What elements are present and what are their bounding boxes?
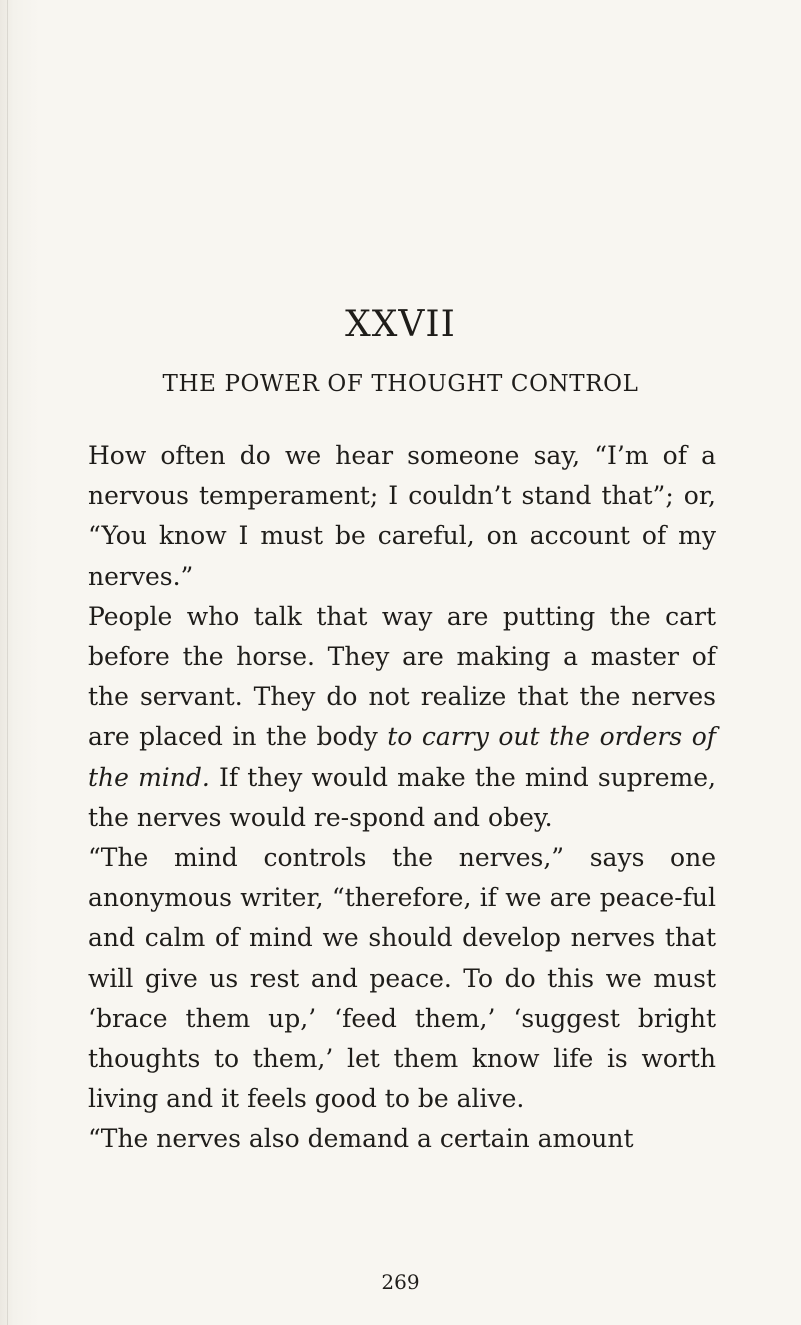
paragraph-2-emphasis: to carry out the orders of the mind. [88,722,716,792]
paragraph-4: “The nerves also demand a certain amount [88,1124,634,1154]
page-number: 269 [381,1270,420,1294]
page-gutter [7,0,8,1325]
chapter-title: THE POWER OF THOUGHT CONTROL [162,371,639,397]
paragraph-2-text-end: If they would make the mind supreme, the nerves would re-spond and obey. [88,762,716,832]
paragraph-1: How often do we hear someone say, “I’m of a nervous temperament; I couldn’t stand that”; or, “You know I must be careful, on account of my nerves.” [88,441,716,591]
paragraph-2 [88,597,716,838]
paragraph-3: “The mind controls the nerves,” says one anonymous writer, “therefore, if we are peace-ful and calm of mind we should develop nerves that will give us rest and peace. To do this we must ‘brace them up,’ ‘feed them,’ ‘suggest bright thoughts to them,’ let them know life is worth living and it feels good to be alive. [88,843,716,1114]
chapter-body [88,436,716,1160]
paragraph-2-text-start: People who talk that way are putting the cart before the horse. They are making a master of the servant. They do not realize that the nerves are placed in the body [88,601,716,752]
chapter-number: XXVII [345,304,456,345]
